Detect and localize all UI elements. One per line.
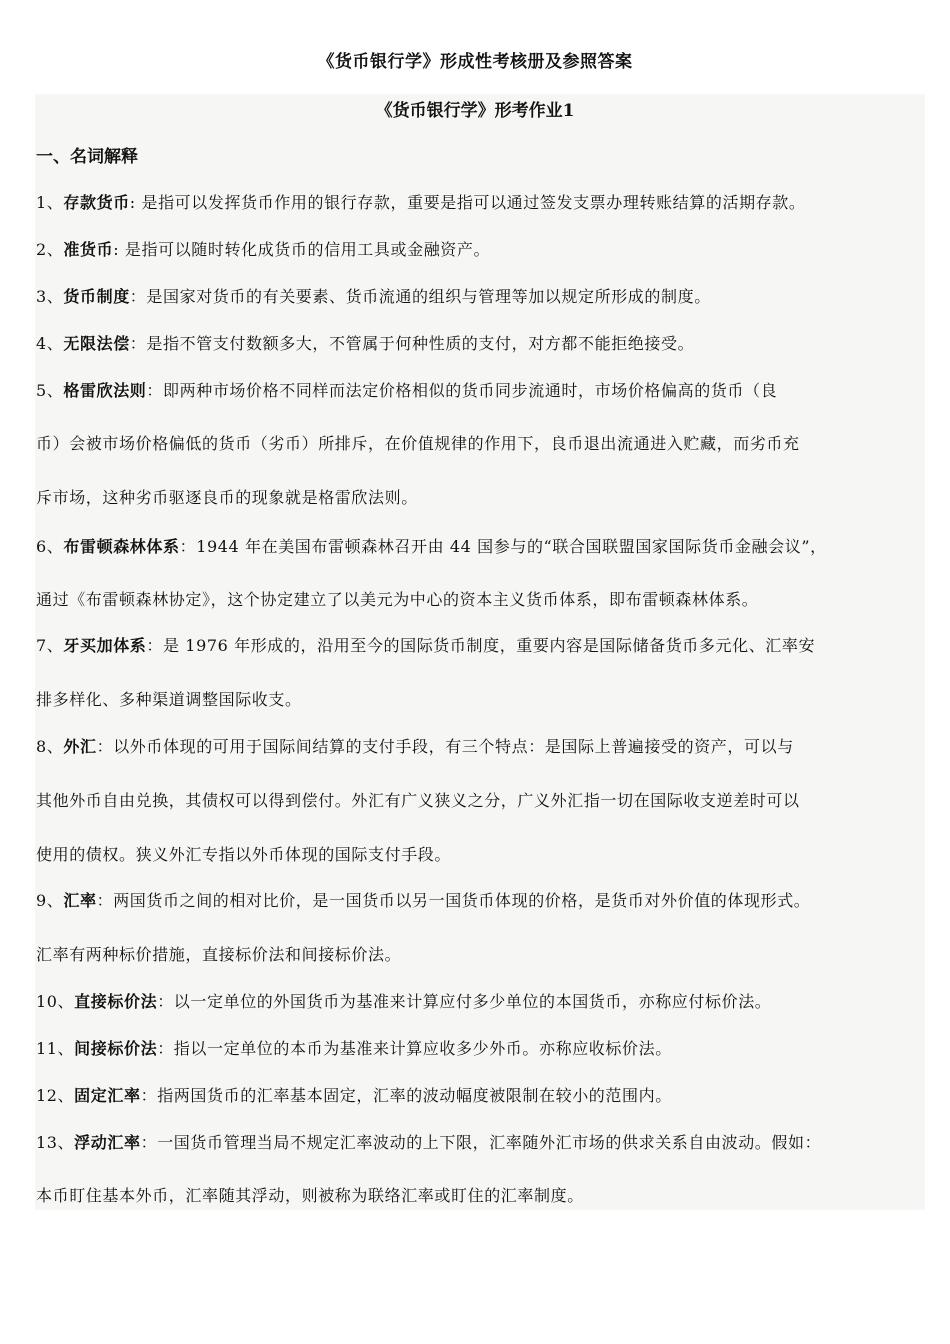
- definition-text: 是指不管支付数额多大，不管属于何种性质的支付，对方都不能拒绝接受。: [146, 334, 695, 353]
- definition-text: 指以一定单位的本币为基准来计算应收多少外币。亦称应收标价法。: [173, 1039, 672, 1058]
- definition-entry-2: [36, 238, 490, 262]
- entry-number: 1、: [36, 193, 64, 212]
- definition-text: 是指可以发挥货币作用的银行存款，重要是指可以通过签发支票办理转账结算的活期存款。: [141, 193, 806, 212]
- definition-entry-12: [36, 1084, 672, 1108]
- definition-entry-13: [36, 1131, 821, 1155]
- definition-text: 是指可以随时转化成货币的信用工具或金融资产。: [124, 240, 491, 259]
- definition-continuation: 汇率有两种标价措施，直接标价法和间接标价法。: [36, 945, 402, 964]
- definition-continuation: 通过《布雷顿森林协定》，这个协定建立了以美元为中心的资本主义货币体系，即布雷顿森林体系。: [36, 590, 759, 609]
- definition-continuation: 斥市场，这种劣币驱逐良币的现象就是格雷欣法则。: [36, 488, 418, 507]
- term-separator: ：: [96, 737, 114, 756]
- document-title: 《货币银行学》形成性考核册及参照答案: [317, 52, 633, 72]
- definition-entry-4: [36, 332, 694, 356]
- entry-number: 7、: [36, 636, 64, 655]
- term-separator: ：: [157, 992, 174, 1011]
- defined-term: 牙买加体系: [63, 636, 147, 655]
- entry-number: 9、: [36, 891, 64, 910]
- definition-text: 即两种市场价格不同样而法定价格相似的货币同步流通时，市场价格偏高的货币（良: [163, 381, 778, 400]
- assignment-subtitle: 《货币银行学》形考作业1: [375, 101, 575, 121]
- definition-text: 是国家对货币的有关要素、货币流通的组织与管理等加以规定所形成的制度。: [146, 287, 711, 306]
- term-separator: ：: [96, 891, 114, 910]
- definition-continuation: 本币盯住基本外币，汇率随其浮动，则被称为联络汇率或盯住的汇率制度。: [36, 1186, 584, 1205]
- definition-entry-10: [36, 990, 771, 1014]
- entry-number: 10、: [36, 992, 75, 1011]
- entry-number: 2、: [36, 240, 64, 259]
- defined-term: 货币制度: [63, 287, 130, 306]
- defined-term: 直接标价法: [74, 992, 158, 1011]
- definition-entry-9: [36, 889, 810, 913]
- definition-continuation: 其他外币自由兑换，其债权可以得到偿付。外汇有广义狭义之分，广义外汇指一切在国际收支逆差时可以: [36, 791, 800, 810]
- defined-term: 无限法偿: [63, 334, 130, 353]
- definition-entry-11: [36, 1037, 672, 1061]
- definition-text: 以一定单位的外国货币为基准来计算应付多少单位的本国货币，亦称应付标价法。: [173, 992, 772, 1011]
- defined-term: 汇率: [63, 891, 97, 910]
- defined-term: 布雷顿森林体系: [63, 537, 180, 556]
- definition-text: 以外币体现的可用于国际间结算的支付手段，有三个特点：是国际上普遍接受的资产，可以与: [113, 737, 794, 756]
- definition-text: 1944 年在美国布雷顿森林召开由 44 国参与的“联合国联盟国家国际货币金融会议”，: [196, 537, 827, 556]
- definition-text: 一国货币管理当局不规定汇率波动的上下限，汇率随外汇市场的供求关系自由波动。假如：: [157, 1133, 822, 1152]
- definition-continuation: 币）会被市场价格偏低的货币（劣币）所排斥，在价值规律的作用下，良币退出流通进入贮藏，而劣币充: [36, 434, 800, 453]
- defined-term: 浮动汇率: [74, 1133, 141, 1152]
- definition-entry-8: [36, 735, 794, 759]
- definition-entry-5: [36, 379, 777, 403]
- term-separator: ：: [129, 287, 147, 306]
- defined-term: 存款货币: [63, 193, 130, 212]
- defined-term: 间接标价法: [74, 1039, 158, 1058]
- term-separator: ：: [146, 636, 164, 655]
- defined-term: 固定汇率: [74, 1086, 141, 1105]
- defined-term: 准货币: [63, 240, 114, 259]
- entry-number: 3、: [36, 287, 64, 306]
- definition-continuation: 使用的债权。狭义外汇专指以外币体现的国际支付手段。: [36, 845, 452, 864]
- term-separator: ：: [140, 1086, 158, 1105]
- definition-text: 是 1976 年形成的，沿用至今的国际货币制度，重要内容是国际储备货币多元化、汇率安: [163, 636, 816, 655]
- definition-text: 指两国货币的汇率基本固定，汇率的波动幅度被限制在较小的范围内。: [157, 1086, 672, 1105]
- definition-continuation: 排多样化、多种渠道调整国际收支。: [36, 690, 302, 709]
- definition-entry-6: [36, 535, 827, 559]
- entry-number: 5、: [36, 381, 64, 400]
- defined-term: 格雷欣法则: [63, 381, 147, 400]
- defined-term: 外汇: [63, 737, 97, 756]
- definition-text: 两国货币之间的相对比价，是一国货币以另一国货币体现的价格，是货币对外价值的体现形式。: [113, 891, 811, 910]
- definition-entry-3: [36, 285, 711, 309]
- entry-number: 12、: [36, 1086, 75, 1105]
- term-separator: ：: [140, 1133, 158, 1152]
- term-separator: :: [113, 240, 125, 259]
- entry-number: 6、: [36, 537, 64, 556]
- term-separator: ：: [157, 1039, 174, 1058]
- term-separator: ：: [179, 537, 197, 556]
- term-separator: :: [129, 193, 142, 212]
- entry-number: 11、: [36, 1039, 75, 1058]
- definition-entry-7: [36, 634, 815, 658]
- term-separator: ：: [129, 334, 147, 353]
- entry-number: 4、: [36, 334, 64, 353]
- definition-entry-1: [36, 191, 806, 215]
- section-heading: 一、名词解释: [36, 147, 138, 167]
- term-separator: ：: [146, 381, 164, 400]
- entry-number: 8、: [36, 737, 64, 756]
- entry-number: 13、: [36, 1133, 75, 1152]
